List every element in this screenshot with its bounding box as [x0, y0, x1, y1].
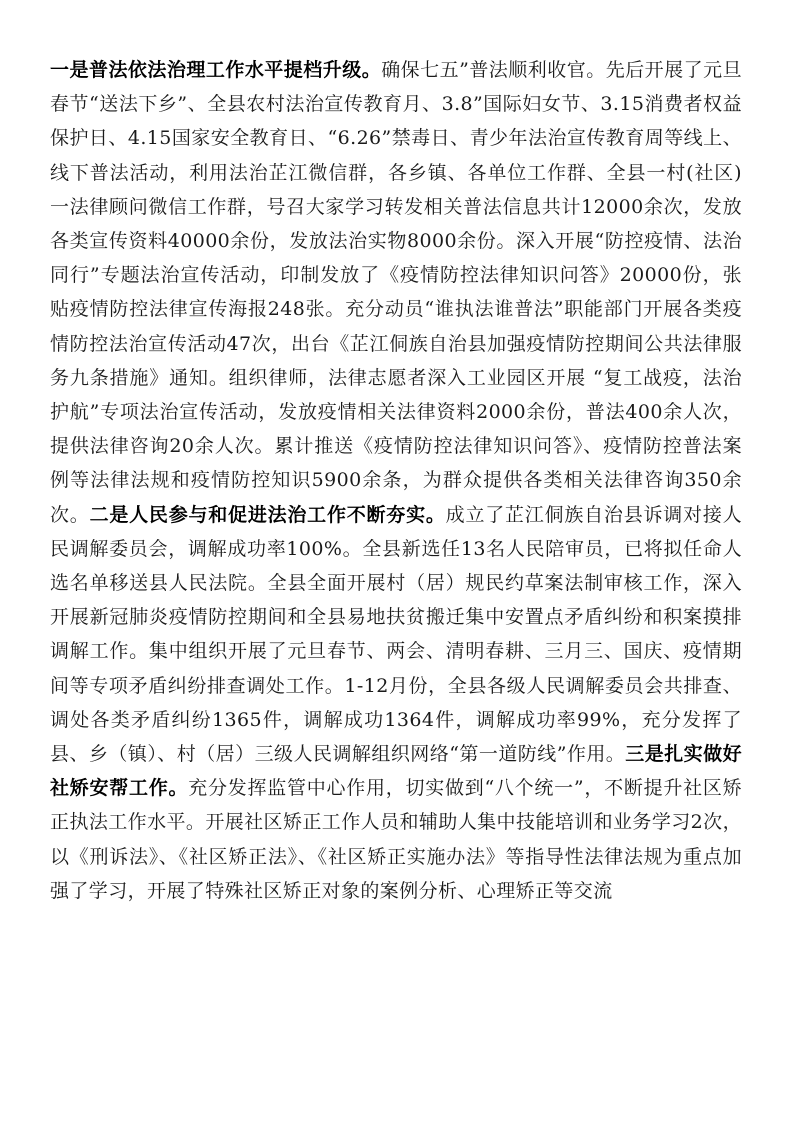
body-paragraph — [50, 53, 742, 908]
heading-one: 一是普法依法治理工作水平提档升级。 — [50, 59, 382, 81]
heading-two: 二是人民参与和促进法治工作不断夯实。 — [89, 503, 446, 526]
paragraph-segment-one: 确保七五”普法顺利收官。先后开展了元旦春节“送法下乡”、全县农村法治宣传教育月、3.8”国际妇女节、3.15消费者权益保护日、4.15国家安全教育日、“6.26”禁毒日、青少年法治宣传教育周等线上、线下普法活动，利用法治芷江微信群，各乡镇、各单位工作群、全县一村(社区)一法律顾问微信工作群，号召大家学习转发相关普法信息共计12000余次，发放各类宣传资料40000余份，发放法治实物8000余份。深入开展“防控疫情、法治同行”专题法治宣传活动，印制发放了《疫情防控法律知识问答》20000份，张贴疫情防控法律宣传海报248张。充分动员“谁执法谁普法”职能部门开展各类疫情防控法治宣传活动47次，出台《芷江侗族自治县加强疫情防控期间公共法律服务九条措施》通知。组织律师，法律志愿者深入工业园区开展 “复工战疫，法治护航”专项法治宣传活动，发放疫情相关法律资料2000余份，普法400余人次，提供法律咨询20余人次。累计推送《疫情防控法律知识问答》、疫情防控普法案例等法律法规和疫情防控知识5900余条，为群众提供各类相关法律咨询350余次。 — [50, 59, 742, 526]
paragraph-segment-two: 成立了芷江侗族自治县诉调对接人民调解委员会，调解成功率100%。全县新选任13名人民陪审员，已将拟任命人选名单移送县人民法院。全县全面开展村（居）规民约草案法制审核工作，深入开展新冠肺炎疫情防控期间和全县易地扶贫搬迁集中安置点矛盾纠纷和积案摸排调解工作。集中组织开展了元旦春节、两会、清明春耕、三月三、国庆、疫情期间等专项矛盾纠纷排查调处工作。1-12月份，全县各级人民调解委员会共排查、调处各类矛盾纠纷1365件，调解成功1364件，调解成功率99%，充分发挥了县、乡（镇）、村（居）三级人民调解组织网络“第一道防线”作用。 — [50, 503, 742, 766]
paragraph-segment-three: 充分发挥监管中心作用，切实做到“八个统一”，不断提升社区矫正执法工作水平。开展社区矫正工作人员和辅助人集中技能培训和业务学习2次，以《刑诉法》、《社区矫正法》、《社区矫正实施办法》等指导性法律法规为重点加强了学习，开展了特殊社区矫正对象的案例分析、心理矫正等交流 — [50, 777, 742, 902]
heading-three: 三是扎实做好社矫安帮工作。 — [50, 743, 742, 800]
